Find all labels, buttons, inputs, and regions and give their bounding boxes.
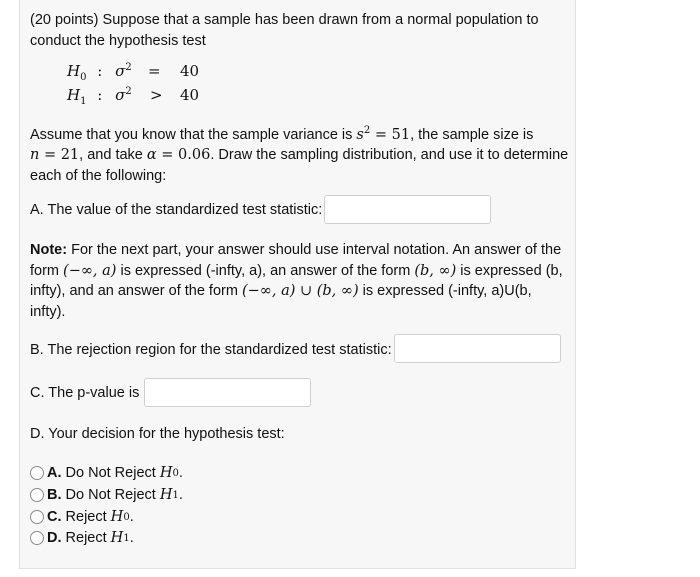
part-d-label: D. Your decision for the hypothesis test:: [30, 426, 285, 442]
question-intro: [30, 10, 539, 51]
null-hypothesis-value: 40: [180, 62, 200, 80]
intro-line-2: conduct the hypothesis test: [30, 32, 206, 49]
p-value-input[interactable]: [144, 378, 311, 407]
alternative-hypothesis-operator: >: [150, 86, 163, 104]
option-d[interactable]: D. Reject H 1 .: [30, 528, 134, 548]
option-b-radio[interactable]: [30, 488, 44, 502]
option-a[interactable]: A. Do Not Reject H 0 .: [30, 463, 183, 483]
option-b[interactable]: B. Do Not Reject H 1 .: [30, 485, 183, 505]
option-c-radio[interactable]: [30, 510, 44, 524]
alternative-hypothesis: $H_1$ : $\sigma^2$: [67, 86, 132, 107]
part-c-label: C. The p-value is: [30, 385, 140, 401]
null-hypothesis-operator: =: [148, 62, 161, 80]
alternative-hypothesis-value: 40: [180, 86, 200, 104]
option-c[interactable]: C. Reject H 0 .: [30, 507, 134, 527]
assumptions-paragraph: Assume that you know that the sample variance is $s^2 = 51$, the sample size is n = 21, and take α = 0.06. Draw the sampling distribution, and use it to determine each of the following:: [30, 125, 569, 184]
interval-notation-note: Note: For the next part, your answer should use interval notation. An answer of the form (−∞, a) is expressed (-infty, a), an answer of the form (b, ∞) is expressed (b, infty), and an answer of the form (−∞, a) ∪ (b, ∞) is expressed (-infty, a)U(b, infty).: [30, 242, 563, 320]
part-a-label: A. The value of the standardized test statistic:: [30, 202, 323, 218]
rejection-region-input[interactable]: [394, 334, 561, 363]
test-statistic-input[interactable]: [324, 195, 491, 224]
option-a-radio[interactable]: [30, 466, 44, 480]
option-d-radio[interactable]: [30, 531, 44, 545]
intro-line-1: (20 points) Suppose that a sample has been drawn from a normal population to: [30, 12, 539, 28]
null-hypothesis: $H_0$ : $\sigma^2$: [67, 62, 132, 83]
part-b-label: B. The rejection region for the standardized test statistic:: [30, 342, 392, 358]
